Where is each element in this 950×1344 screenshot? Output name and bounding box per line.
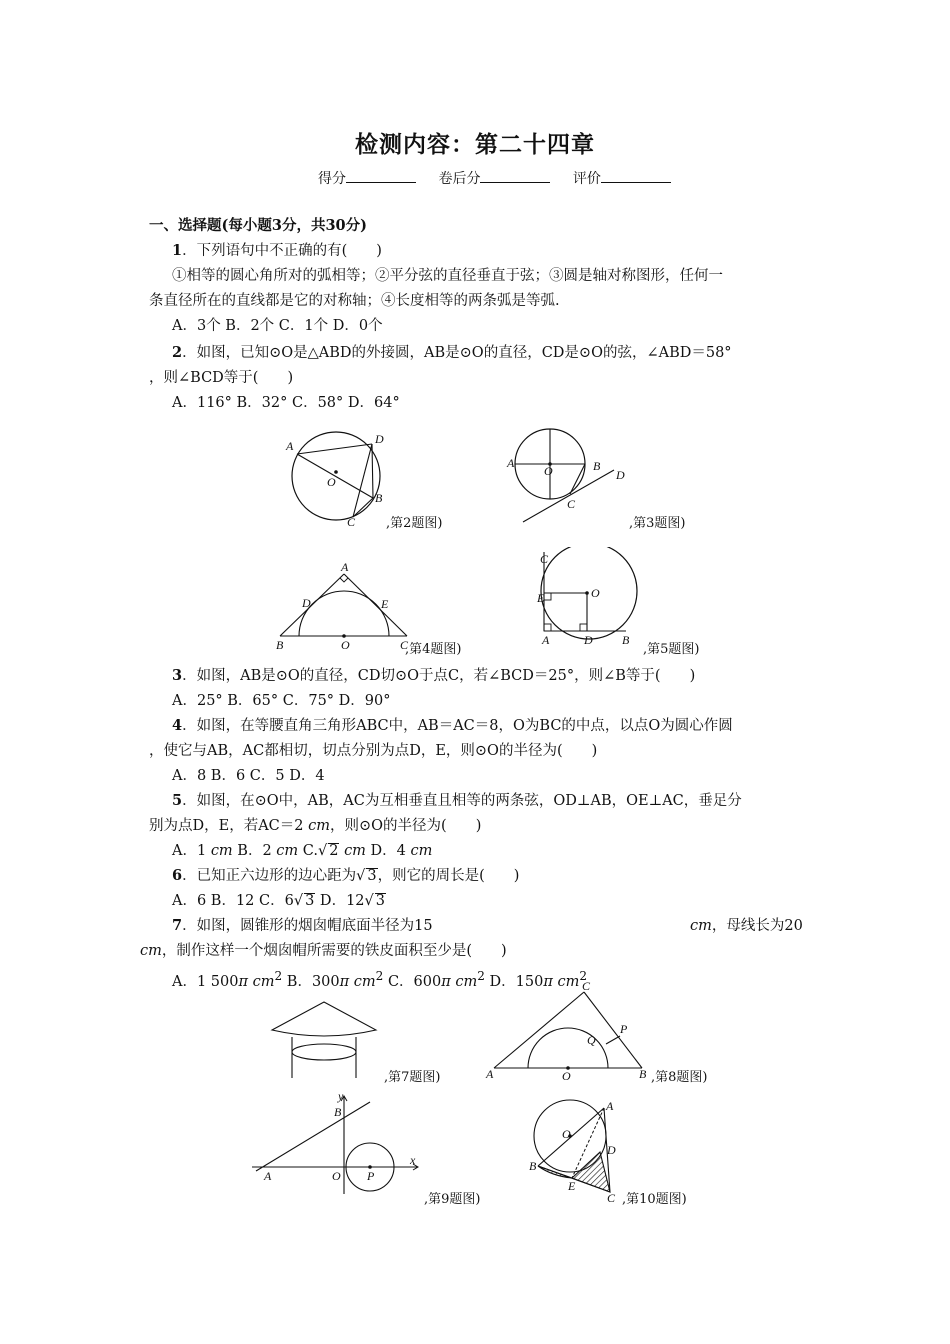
label-a: A <box>542 633 550 647</box>
label-p: P <box>367 1169 375 1183</box>
label-c: C <box>567 497 576 511</box>
q3-number: 3 <box>172 667 183 684</box>
label-o: O <box>332 1169 341 1183</box>
label-d: D <box>375 432 384 446</box>
label-o: O <box>341 638 350 652</box>
section-heading: 一、选择题(每小题3分，共30分) <box>149 217 367 234</box>
post-score-blank[interactable] <box>480 169 550 183</box>
evaluation-label: 评价 <box>572 171 601 187</box>
score-line <box>318 168 689 188</box>
label-c: C <box>582 982 591 993</box>
label-c: C <box>400 638 409 652</box>
chord-ad <box>297 444 372 454</box>
q6-options: A．6 B．12 C．6√ 3 D．12√ 3 <box>172 893 385 909</box>
q4-number: 4 <box>172 717 183 734</box>
center-point <box>585 591 589 595</box>
q4-stem-line2: ，使它与AB，AC都相切，切点分别为点D，E，则⊙O的半径为( ) <box>149 743 598 759</box>
shaded-region-right <box>572 1152 610 1192</box>
label-d: D <box>607 1143 616 1157</box>
label-b: B <box>276 638 284 652</box>
q6-number: 6 <box>172 867 183 884</box>
figure-4-caption: ,第4题图) <box>405 642 462 657</box>
q1-stem: 1．下列语句中不正确的有( ) <box>172 242 382 259</box>
label-b: B <box>375 491 383 505</box>
figure-10 <box>526 1096 632 1204</box>
label-a: A <box>286 439 294 453</box>
q3-stem: 3．如图，AB是⊙O的直径，CD切⊙O于点C，若∠BCD＝25°，则∠B等于( ) <box>172 667 696 684</box>
label-c: C <box>347 515 356 529</box>
q4-options: A．8 B．6 C．5 D．4 <box>172 768 325 784</box>
q1-number: 1 <box>172 242 183 259</box>
label-a: A <box>264 1169 272 1183</box>
semicircle-o <box>528 1028 608 1068</box>
figure-10-caption: ,第10题图) <box>622 1192 687 1207</box>
figure-2 <box>280 428 400 530</box>
page-title: 检测内容：第二十四章 <box>355 131 595 158</box>
side-ac <box>494 992 584 1068</box>
q1-body-line1: ①相等的圆心角所对的弧相等；②平分弦的直径垂直于弦；③圆是轴对称图形，任何一 <box>172 268 723 284</box>
cone-cap <box>272 1002 376 1036</box>
q5-stem-line2: 别为点D，E，若AC＝2 cm，则⊙O的半径为( ) <box>149 818 482 834</box>
figure-5 <box>534 547 646 647</box>
label-o: O <box>591 586 600 600</box>
label-b: B <box>639 1067 647 1081</box>
label-b: B <box>593 459 601 473</box>
label-o: O <box>327 475 336 489</box>
line-ab <box>256 1102 370 1171</box>
label-a: A <box>606 1099 614 1113</box>
figure-7-caption: ,第7题图) <box>384 1070 441 1085</box>
label-d: D <box>302 596 311 610</box>
label-x: x <box>410 1153 416 1167</box>
side-bc <box>584 992 642 1068</box>
right-angle-mark-e <box>544 593 551 600</box>
figure-3-caption: ,第3题图) <box>629 516 686 531</box>
q3-options: A．25° B．65° C．75° D．90° <box>172 693 391 709</box>
q7-stem-right: cm，母线长为20 <box>690 918 803 934</box>
label-q: Q <box>587 1033 596 1047</box>
score-label: 得分 <box>318 171 346 187</box>
figure-2-caption: ,第2题图) <box>386 516 443 531</box>
label-d: D <box>616 468 625 482</box>
label-b: B <box>529 1159 537 1173</box>
label-c: C <box>540 552 549 566</box>
right-angle-mark-d <box>580 624 587 631</box>
q2-options: A．116° B．32° C．58° D．64° <box>172 395 400 411</box>
chord-bc <box>570 464 585 494</box>
figure-7 <box>266 996 386 1084</box>
figure-3 <box>506 426 634 528</box>
label-c: C <box>607 1191 616 1204</box>
label-o: O <box>562 1127 571 1141</box>
q5-stem: 5．如图，在⊙O中，AB，AC为互相垂直且相等的两条弦，OD⊥AB，OE⊥AC，垂足分 <box>172 792 742 809</box>
label-a: A <box>341 560 349 574</box>
figure-9 <box>246 1090 426 1196</box>
figure-5-caption: ,第5题图) <box>643 642 700 657</box>
label-y: y <box>338 1090 344 1103</box>
label-e: E <box>568 1179 576 1193</box>
label-b: B <box>334 1105 342 1119</box>
q4-stem: 4．如图，在等腰直角三角形ABC中，AB＝AC＝8，O为BC的中点，以点O为圆心作圆 <box>172 717 733 734</box>
q5-options: A．1 cm B．2 cm C.√ 2 cm D．4 cm <box>172 843 433 859</box>
figure-8 <box>484 982 654 1084</box>
q2-stem-line2: ，则∠BCD等于( ) <box>149 370 294 386</box>
label-p: P <box>620 1022 628 1036</box>
label-a: A <box>507 456 515 470</box>
label-e: E <box>381 597 389 611</box>
q2-number: 2 <box>172 344 183 361</box>
right-angle-mark <box>340 578 348 582</box>
label-e: E <box>537 591 545 605</box>
q7-stem-line2: cm，制作这样一个烟囱帽所需要的铁皮面积至少是( ) <box>140 943 507 959</box>
segment-pq <box>606 1036 620 1044</box>
q2-stem: 2．如图，已知⊙O是△ABD的外接圆，AB是⊙O的直径，CD是⊙O的弦，∠ABD＝58° <box>172 344 732 361</box>
pipe-top <box>292 1044 356 1060</box>
label-o: O <box>562 1069 571 1083</box>
q7-number: 7 <box>172 917 183 934</box>
post-score-label: 卷后分 <box>438 171 481 187</box>
q6-stem: 6．已知正六边形的边心距为√ 3，则它的周长是( ) <box>172 867 520 884</box>
q7-stem: 7．如图，圆锥形的烟囱帽底面半径为15 <box>172 917 433 934</box>
right-angle-mark-a <box>544 624 551 631</box>
label-d: D <box>584 633 593 647</box>
figure-4 <box>272 560 420 652</box>
center-point <box>334 470 338 474</box>
evaluation-blank[interactable] <box>601 169 671 183</box>
figure-8-caption: ,第8题图) <box>651 1070 708 1085</box>
figure-9-caption: ,第9题图) <box>424 1192 481 1207</box>
chord-dc <box>353 444 372 517</box>
q1-options: A．3个 B．2个 C．1个 D．0个 <box>172 318 383 334</box>
label-o: O <box>544 464 553 478</box>
q5-number: 5 <box>172 792 183 809</box>
side-ac <box>344 574 407 636</box>
semicircle-o <box>299 591 389 636</box>
q7-options: A．1 500π $cm^2$ B．300π $cm^2$ C．600π $cm^2$ D．150π $cm^2$ <box>172 969 588 990</box>
label-b: B <box>622 633 630 647</box>
label-a: A <box>486 1067 494 1081</box>
score-blank[interactable] <box>346 169 416 183</box>
q1-body-line2: 条直径所在的直线都是它的对称轴；④长度相等的两条弧是等弧. <box>149 293 560 309</box>
